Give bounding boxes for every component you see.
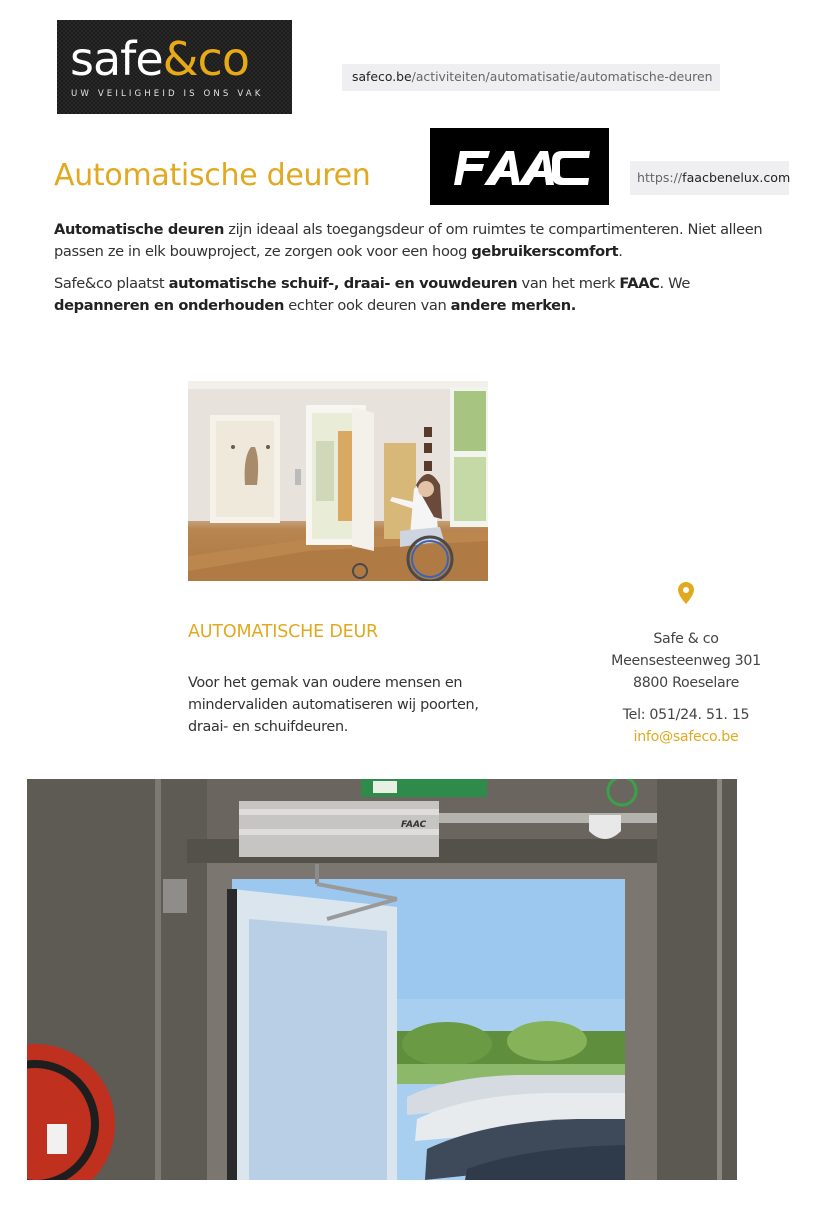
intro-1-bold-2: gebruikerscomfort [471, 243, 619, 260]
automatic-door-illustration [27, 779, 737, 1180]
page-title: Automatische deuren [54, 158, 371, 193]
intro-2-bold-3: depanneren en onderhouden [54, 297, 284, 314]
intro-2-text-1: Safe&co plaatst [54, 275, 169, 292]
faac-logo-icon [448, 147, 592, 187]
intro-1-text-1: zijn ideaal als toegangsdeur of om ruimtes te compartimenteren. Niet alleen passen ze in elk bouwproject, ze zorgen ook voor een hoog [54, 221, 763, 260]
contact-street: Meensesteenweg 301 [611, 653, 761, 669]
intro-2-bold-4: andere merken. [450, 297, 576, 314]
contact-address [596, 628, 776, 694]
contact-block [596, 582, 776, 748]
intro-2-bold-2: FAAC [619, 275, 660, 292]
logo-word-co: &co [162, 32, 249, 86]
map-pin-icon [678, 582, 694, 604]
page-url-path: /activiteiten/automatisatie/automatische-deuren [411, 69, 713, 84]
intro-2-text-2: van het merk [517, 275, 620, 292]
intro-1-text-2: . [618, 243, 623, 260]
contact-city: 8800 Roeselare [632, 675, 740, 691]
automatic-door-photo [27, 779, 737, 1180]
intro-paragraph-2 [54, 273, 774, 317]
intro-2-text-3: . We [659, 275, 690, 292]
intro-1-bold-1: Automatische deuren [54, 221, 224, 238]
logo-word-safe: safe [70, 32, 163, 86]
intro-2-bold-1: automatische schuif-, draai- en vouwdeuren [168, 275, 518, 292]
page-url-host: safeco.be [352, 69, 412, 84]
logo-tagline: UW VEILIGHEID IS ONS VAK [71, 89, 264, 99]
svg-text:FAAC: FAAC [401, 820, 427, 830]
safeco-logo[interactable] [57, 20, 292, 114]
contact-phone: Tel: 051/24. 51. 15 [622, 707, 750, 723]
wheelchair-door-photo [188, 381, 488, 581]
faac-url-label [630, 161, 789, 195]
page-url-label [342, 64, 720, 91]
wheelchair-door-illustration [188, 381, 488, 581]
logo-wordmark [70, 34, 249, 84]
faac-url-protocol: https:// [637, 170, 683, 185]
faac-logo[interactable] [430, 128, 609, 205]
faac-url-host: faacbenelux.com [682, 170, 791, 185]
contact-name: Safe & co [653, 631, 719, 647]
intro-paragraph-1 [54, 219, 774, 263]
card-text: Voor het gemak van oudere mensen en mindervaliden automatiseren wij poorten, draai- en schuifdeuren. [188, 675, 479, 735]
intro-2-text-4: echter ook deuren van [284, 297, 451, 314]
contact-email-link[interactable]: info@safeco.be [633, 729, 739, 745]
card-title: AUTOMATISCHE DEUR [188, 622, 379, 642]
